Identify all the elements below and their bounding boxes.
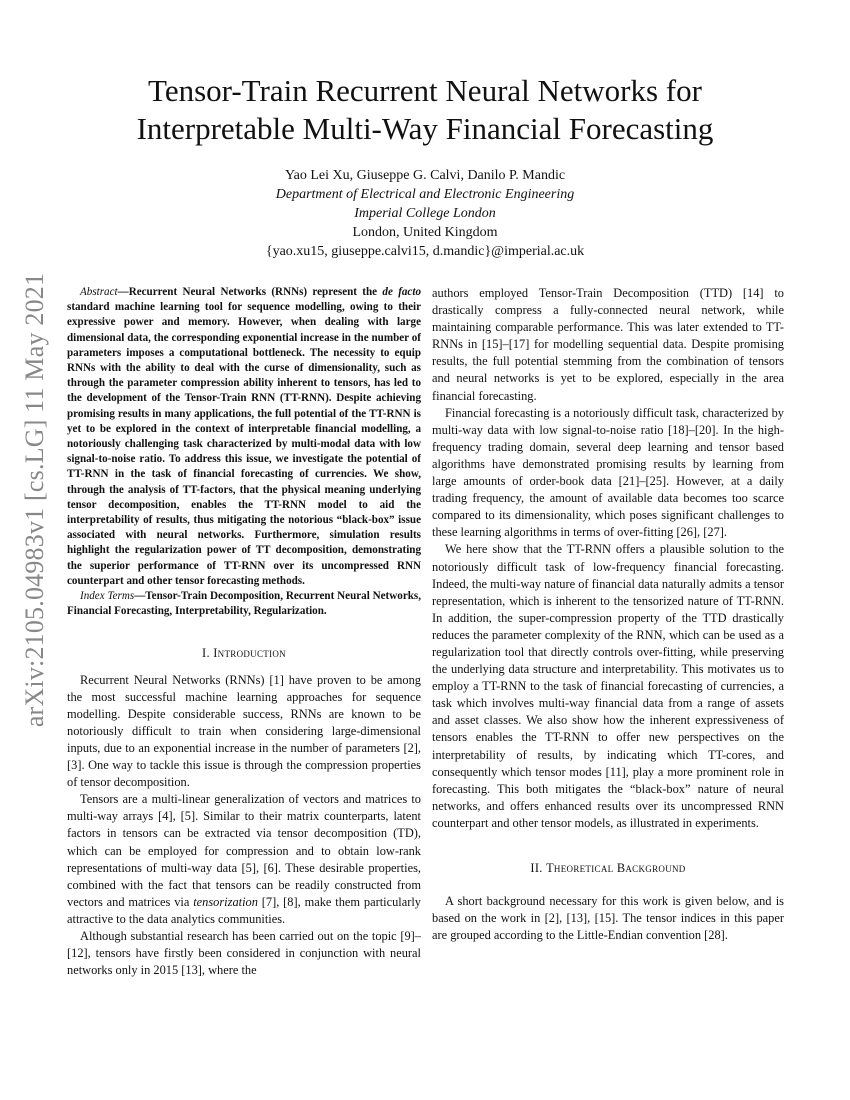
arxiv-stamp-text: arXiv:2105.04983v1 [cs.LG] 11 May 2021 — [20, 272, 49, 728]
intro-paragraph-1: Recurrent Neural Networks (RNNs) [1] have proven to be among the most successful machine learning approaches for sequence modelling. Despite considerable success, RNNs are known to be notoriously difficult to train when considering large-dimensional inputs, due to an exponential increase in the number of parameters [2], [3]. One way to tackle this issue is through the compression properties of tensor decomposition. — [67, 672, 421, 790]
abstract-italic-term: de facto — [382, 286, 421, 298]
author-institution: Imperial College London — [354, 206, 496, 221]
intro-p2-italic: tensorization — [193, 894, 258, 909]
author-names: Yao Lei Xu, Giuseppe G. Calvi, Danilo P. Mandic — [284, 168, 566, 183]
author-block — [0, 166, 850, 261]
author-location: London, United Kingdom — [352, 225, 498, 240]
title-line-1: Tensor-Train Recurrent Neural Networks for — [148, 73, 702, 108]
abstract-label: Abstract — [80, 286, 118, 298]
intro-paragraph-2 — [67, 791, 421, 928]
right-paragraph-3: We here show that the TT-RNN offers a plausible solution to the notoriously difficult task of low-frequency financial forecasting. Indeed, the multi-way nature of financial data naturally admits a tensor representation, which is inherent to the tensorized nature of TT-RNN. In addition, the super-compression property of the TTD drastically reduces the parameter complexity of the RNN, which can be used as a regularization tool that directly controls over-fitting, while preserving the underlying data structure and interpretability. This motivates us to employ a TT-RNN to the task of financial forecasting of currencies, a task which involves multi-way financial data from a range of assets and asset classes. We also show how the inherent expressiveness of tensors enables the TT-RNN to offer new perspectives on the interpretability of results, by indicating which TT-cores, and consequently which tensor modes [11], play a more prominent role in forecasting. This both mitigates the “black-box” nature of neural networks, and offers enhanced results over its uncompressed RNN counterpart and other tensor models, as illustrated in experiments. — [432, 542, 784, 830]
section-number: I. — [202, 646, 210, 661]
arxiv-identifier-stamp — [6, 272, 64, 728]
abstract-intro: Recurrent Neural Networks (RNNs) represent the — [128, 286, 383, 298]
intro-p2-text-a: Tensors are a multi-linear generalization of vectors and matrices to multi-way arrays [4], [5]. Similar to their matrix counterparts, latent factors in tensors can be extracted via tensor decomposition (TD), which can be employed for compression and to obtain low-rank representations of multi-way data [5], [6]. These desirable properties, combined with the fact that tensors can be readily constructed from vectors and matrices via — [67, 792, 421, 909]
left-column — [67, 285, 421, 979]
index-terms-label: Index Terms — [80, 590, 135, 603]
paper-title — [0, 72, 850, 148]
right-paragraph-1: authors employed Tensor-Train Decomposition (TTD) [14] to drastically compress a fully-connected neural network, while maintaining comparable performance. This was later extended to TT-RNNs in [15]–[17] for modelling sequential data. Despite promising results, the full potential stemming from the combination of tensors and neural networks is yet to be explored, especially in the area financial forecasting. — [432, 286, 784, 403]
section-number: II. — [530, 861, 543, 875]
title-line-2: Interpretable Multi-Way Financial Forecasting — [136, 111, 714, 146]
section-heading-background — [432, 860, 784, 877]
index-terms — [67, 589, 421, 619]
intro-paragraph-3: Although substantial research has been carried out on the topic [9]–[12], tensors have firstly been considered in conjunction with neural networks only in 2015 [13], where the — [67, 928, 421, 978]
intro-p2-text-b: [7], [8], make them particularly attractive to the data analytics communities. — [67, 894, 422, 926]
right-paragraph-2: Financial forecasting is a notoriously difficult task, characterized by multi-way data with low signal-to-noise ratio [18]–[20]. In the high-frequency trading domain, several deep learning and tensor based algorithms have demonstrated promising results by learning from large amounts of order-book data [21]–[25]. However, at a daily trading frequency, the amount of available data becomes too scarce compared to its dimensionality, which poses significant challenges to these learning algorithms in terms of over-fitting [26], [27]. — [432, 405, 784, 540]
abstract-dash: — — [117, 286, 129, 298]
index-terms-dash: — — [134, 590, 146, 603]
section-title: Theoretical Background — [546, 861, 686, 875]
index-terms-text: Tensor-Train Decomposition, Recurrent Neural Networks, Financial Forecasting, Interpretability, Regularization. — [67, 590, 421, 618]
author-department: Department of Electrical and Electronic Engineering — [275, 187, 575, 202]
background-paragraph-1: A short background necessary for this work is given below, and is based on the work in [2], [13], [15]. The tensor indices in this paper are grouped according to the Little-Endian convention [28]. — [432, 894, 784, 943]
section-heading-introduction — [67, 645, 421, 662]
section-title: Introduction — [213, 646, 286, 661]
abstract — [67, 285, 421, 589]
author-email: {yao.xu15, giuseppe.calvi15, d.mandic}@imperial.ac.uk — [265, 244, 585, 259]
right-column — [432, 285, 784, 944]
abstract-text: standard machine learning tool for sequence modelling, owing to their expressive power and memory. However, when dealing with large dimensional data, the corresponding exponential increase in the number of parameters imposes a computational bottleneck. The necessity to equip RNNs with the ability to deal with the curse of dimensionality, such as through the parameter compression ability inherent to tensors, has led to the development of the Tensor-Train RNN (TT-RNN). Despite achieving promising results in many applications, the full potential of the TT-RNN is yet to be explored in the context of interpretable financial modelling, a notoriously challenging task characterized by multi-modal data with low signal-to-noise ratio. To address this issue, we investigate the potential of TT-RNN in the task of financial forecasting of currencies. We show, through the analysis of TT-factors, that the physical meaning underlying tensor decomposition, enables the TT-RNN model to aid the interpretability of results, thus mitigating the notorious “black-box” issue associated with neural networks. Furthermore, simulation results highlight the regularization power of TT decomposition, demonstrating the superior performance of TT-RNN over its uncompressed RNN counterpart and other tensor forecasting methods. — [67, 301, 421, 587]
